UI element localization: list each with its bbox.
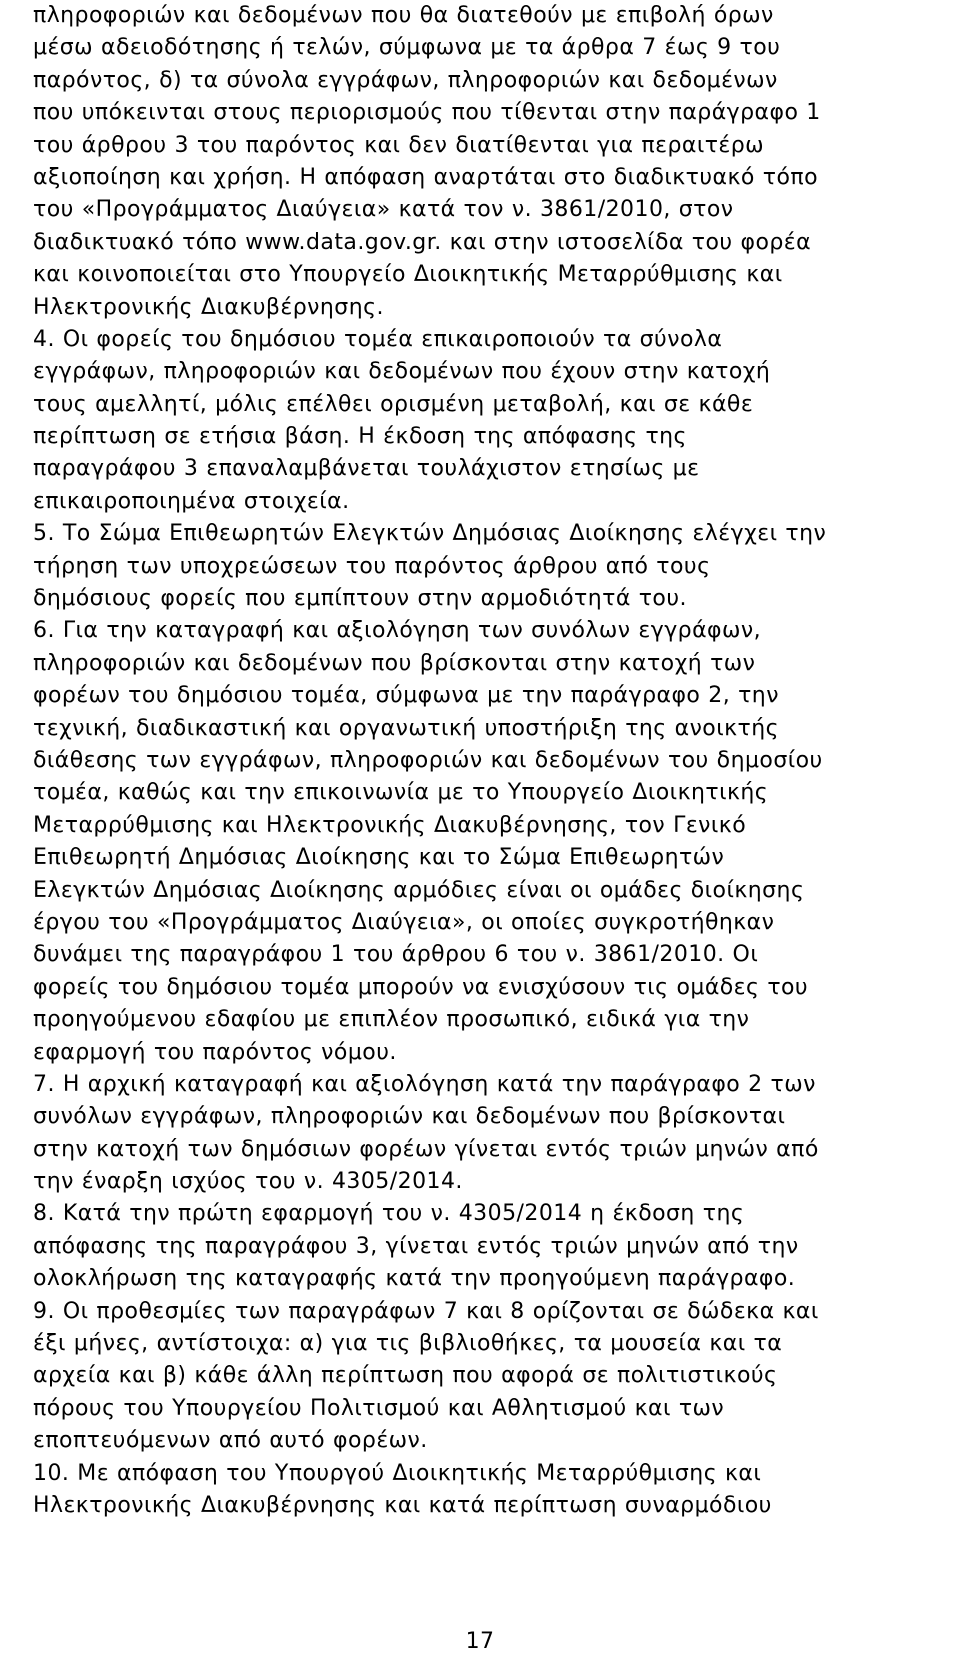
text-line: πληροφοριών και δεδομένων που θα διατεθούν με επιβολή όρων xyxy=(33,3,774,28)
text-line: δημόσιους φορείς που εμπίπτουν στην αρμοδιότητά του. xyxy=(33,586,687,612)
text-line: προηγούμενου εδαφίου με επιπλέον προσωπικό, ειδικά για την xyxy=(33,1007,750,1033)
text-line: φορείς του δημόσιου τομέα μπορούν να ενισχύσουν τις ομάδες του xyxy=(33,974,809,1000)
text-line: παρόντος, δ) τα σύνολα εγγράφων, πληροφοριών και δεδομένων xyxy=(33,67,778,93)
text-line: τεχνική, διαδικαστική και οργανωτική υποστήριξη της ανοικτής xyxy=(33,715,779,741)
text-line: 8. Κατά την πρώτη εφαρμογή του ν. 4305/2014 η έκδοση της xyxy=(33,1201,745,1227)
text-line: του άρθρου 3 του παρόντος και δεν διατίθενται για περαιτέρω xyxy=(33,132,765,158)
text-line: ολοκλήρωση της καταγραφής κατά την προηγούμενη παράγραφο. xyxy=(33,1266,796,1292)
text-line: που υπόκεινται στους περιορισμούς που τίθενται στην παράγραφο 1 xyxy=(33,100,821,126)
text-line: Μεταρρύθμισης και Ηλεκτρονικής Διακυβέρνησης, τον Γενικό xyxy=(33,812,747,838)
text-line: δυνάμει της παραγράφου 1 του άρθρου 6 του ν. 3861/2010. Οι xyxy=(33,942,759,968)
text-line: 9. Οι προθεσμίες των παραγράφων 7 και 8 ορίζονται σε δώδεκα και xyxy=(33,1298,819,1324)
text-line: 6. Για την καταγραφή και αξιολόγηση των συνόλων εγγράφων, xyxy=(33,618,762,644)
text-line: διάθεσης των εγγράφων, πληροφοριών και δεδομένων του δημοσίου xyxy=(33,747,823,773)
text-line: αξιοποίηση και χρήση. Η απόφαση αναρτάται στο διαδικτυακό τόπο xyxy=(33,164,818,190)
text-line: έργου του «Προγράμματος Διαύγεια», οι οποίες συγκροτήθηκαν xyxy=(33,909,775,935)
text-line: 7. Η αρχική καταγραφή και αξιολόγηση κατά την παράγραφο 2 των xyxy=(33,1071,816,1097)
text-line: Επιθεωρητή Δημόσιας Διοίκησης και το Σώμα Επιθεωρητών xyxy=(33,845,725,871)
text-line: συνόλων εγγράφων, πληροφοριών και δεδομένων που βρίσκονται xyxy=(33,1104,786,1130)
text-line: την έναρξη ισχύος του ν. 4305/2014. xyxy=(33,1169,463,1195)
text-line: του «Προγράμματος Διαύγεια» κατά τον ν. 3861/2010, στον xyxy=(33,197,734,223)
text-line: επικαιροποιημένα στοιχεία. xyxy=(33,488,350,514)
text-line: Ελεγκτών Δημόσιας Διοίκησης αρμόδιες είναι οι ομάδες διοίκησης xyxy=(33,877,805,903)
text-line: εγγράφων, πληροφοριών και δεδομένων που έχουν στην κατοχή xyxy=(33,359,771,385)
text-line: απόφασης της παραγράφου 3, γίνεται εντός τριών μηνών από την xyxy=(33,1233,799,1259)
text-line: και κοινοποιείται στο Υπουργείο Διοικητικής Μεταρρύθμισης και xyxy=(33,262,783,288)
text-line: φορέων του δημόσιου τομέα, σύμφωνα με την παράγραφο 2, την xyxy=(33,683,779,709)
text-line: πόρους του Υπουργείου Πολιτισμού και Αθλητισμού και των xyxy=(33,1395,725,1421)
text-line: στην κατοχή των δημόσιων φορέων γίνεται εντός τριών μηνών από xyxy=(33,1136,819,1162)
text-line: αρχεία και β) κάθε άλλη περίπτωση που αφορά σε πολιτιστικούς xyxy=(33,1363,778,1389)
text-line: μέσω αδειοδότησης ή τελών, σύμφωνα με τα άρθρα 7 έως 9 του xyxy=(33,35,781,61)
text-line: περίπτωση σε ετήσια βάση. Η έκδοση της απόφασης της xyxy=(33,424,687,450)
text-line: διαδικτυακό τόπο www.data.gov.gr. και στην ιστοσελίδα του φορέα xyxy=(33,229,812,255)
text-line: εφαρμογή του παρόντος νόμου. xyxy=(33,1039,397,1065)
document-body xyxy=(33,0,955,1522)
text-line: Ηλεκτρονικής Διακυβέρνησης. xyxy=(33,294,384,320)
text-line: τήρηση των υποχρεώσεων του παρόντος άρθρου από τους xyxy=(33,553,711,579)
text-line: Ηλεκτρονικής Διακυβέρνησης και κατά περίπτωση συναρμόδιου xyxy=(33,1492,772,1518)
page-number: 17 xyxy=(465,1629,495,1654)
text-line: πληροφοριών και δεδομένων που βρίσκονται στην κατοχή των xyxy=(33,650,756,676)
text-line: 4. Οι φορείς του δημόσιου τομέα επικαιροποιούν τα σύνολα xyxy=(33,326,723,352)
text-line: τους αμελλητί, μόλις επέλθει ορισμένη μεταβολή, και σε κάθε xyxy=(33,391,754,417)
text-line: παραγράφου 3 επαναλαμβάνεται τουλάχιστον ετησίως με xyxy=(33,456,700,482)
text-line: τομέα, καθώς και την επικοινωνία με το Υπουργείο Διοικητικής xyxy=(33,780,769,806)
text-line: εποπτευόμενων από αυτό φορέων. xyxy=(33,1428,428,1454)
text-line: 5. Το Σώμα Επιθεωρητών Ελεγκτών Δημόσιας Διοίκησης ελέγχει την xyxy=(33,521,827,547)
text-line: 10. Με απόφαση του Υπουργού Διοικητικής Μεταρρύθμισης και xyxy=(33,1460,762,1486)
text-line: έξι μήνες, αντίστοιχα: α) για τις βιβλιοθήκες, τα μουσεία και τα xyxy=(33,1331,783,1357)
